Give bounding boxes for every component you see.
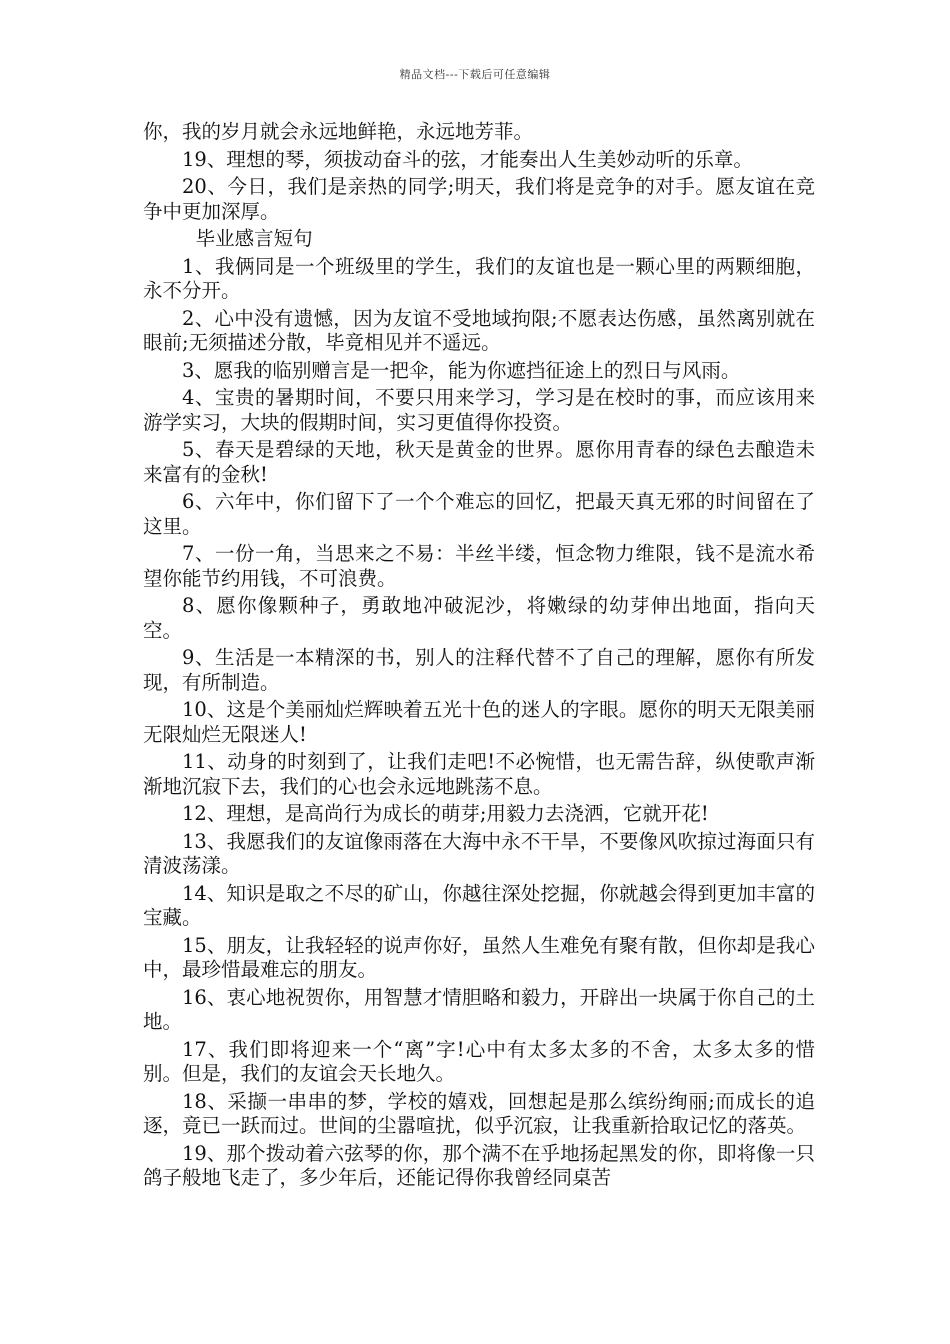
section-title: 毕业感言短句 bbox=[195, 227, 313, 250]
paragraph-intro-19: 19、理想的琴，须拔动奋斗的弦，才能奏出人生美妙动听的乐章。 bbox=[182, 147, 753, 171]
paragraph-item-13: 13、我愿我们的友谊像雨落在大海中永不干旱，不要像风吹掠过海面只有清波荡漾。 bbox=[143, 829, 815, 877]
document-body bbox=[143, 120, 815, 1194]
paragraph-item-5: 5、春天是碧绿的天地，秋天是黄金的世界。愿你用青春的绿色去酿造未来富有的金秋! bbox=[143, 438, 815, 486]
paragraph-item-17: 17、我们即将迎来一个“离”字!心中有太多太多的不舍，太多太多的惜别。但是，我们的友谊会天长地久。 bbox=[143, 1037, 815, 1085]
paragraph-item-18: 18、采撷一串串的梦，学校的嬉戏，回想起是那么缤纷绚丽;而成长的追逐，竟已一跃而过。世间的尘嚣喧扰，似乎沉寂，让我重新拾取记忆的落英。 bbox=[143, 1089, 815, 1137]
page-header: 精品文档---下载后可任意编辑 bbox=[399, 68, 551, 81]
paragraph-item-8: 8、愿你像颗种子，勇敢地冲破泥沙，将嫩绿的幼芽伸出地面，指向天空。 bbox=[143, 594, 815, 642]
paragraph-item-15: 15、朋友，让我轻轻的说声你好，虽然人生难免有聚有散，但你却是我心中，最珍惜最难忘的朋友。 bbox=[143, 933, 815, 981]
paragraph-item-2: 2、心中没有遗憾，因为友谊不受地域拘限;不愿表达伤感，虽然离别就在眼前;无须描述分散，毕竟相见并不遥远。 bbox=[143, 306, 815, 354]
paragraph-item-1: 1、我俩同是一个班级里的学生，我们的友谊也是一颗心里的两颗细胞，永不分开。 bbox=[143, 254, 815, 302]
paragraph-item-12: 12、理想，是高尚行为成长的萌芽;用毅力去浇洒，它就开花! bbox=[182, 802, 709, 825]
paragraph-item-19: 19、那个拨动着六弦琴的你，那个满不在乎地扬起黑发的你，即将像一只鸽子般地飞走了，多少年后，还能记得你我曾经同桌苦 bbox=[143, 1141, 815, 1189]
continuation-paragraph: 你，我的岁月就会永远地鲜艳，永远地芳菲。 bbox=[143, 120, 534, 143]
paragraph-item-4: 4、宝贵的暑期时间，不要只用来学习，学习是在校时的事，而应该用来游学实习，大块的假期时间，实习更值得你投资。 bbox=[143, 386, 815, 434]
paragraph-item-3: 3、愿我的临别赠言是一把伞，能为你遮挡征途上的烈日与风雨。 bbox=[182, 358, 741, 382]
paragraph-item-7: 7、一份一角，当思来之不易：半丝半缕，恒念物力维限，钱不是流水希望你能节约用钱，不可浪费。 bbox=[143, 542, 815, 590]
paragraph-item-10: 10、这是个美丽灿烂辉映着五光十色的迷人的字眼。愿你的明天无限美丽无限灿烂无限迷人! bbox=[143, 698, 815, 746]
paragraph-item-9: 9、生活是一本精深的书，别人的注释代替不了自己的理解，愿你有所发现，有所制造。 bbox=[143, 646, 815, 694]
paragraph-item-6: 6、六年中，你们留下了一个个难忘的回忆，把最天真无邪的时间留在了这里。 bbox=[143, 490, 815, 538]
paragraph-item-16: 16、衷心地祝贺你，用智慧才情胆略和毅力，开辟出一块属于你自己的土地。 bbox=[143, 985, 815, 1033]
paragraph-item-11: 11、动身的时刻到了，让我们走吧!不必惋惜，也无需告辞，纵使歌声渐渐地沉寂下去，我们的心也会永远地跳荡不息。 bbox=[143, 750, 815, 798]
paragraph-intro-20: 20、今日，我们是亲热的同学;明天，我们将是竞争的对手。愿友谊在竞争中更加深厚。 bbox=[143, 175, 815, 223]
paragraph-item-14: 14、知识是取之不尽的矿山，你越往深处挖掘，你就越会得到更加丰富的宝藏。 bbox=[143, 881, 815, 929]
